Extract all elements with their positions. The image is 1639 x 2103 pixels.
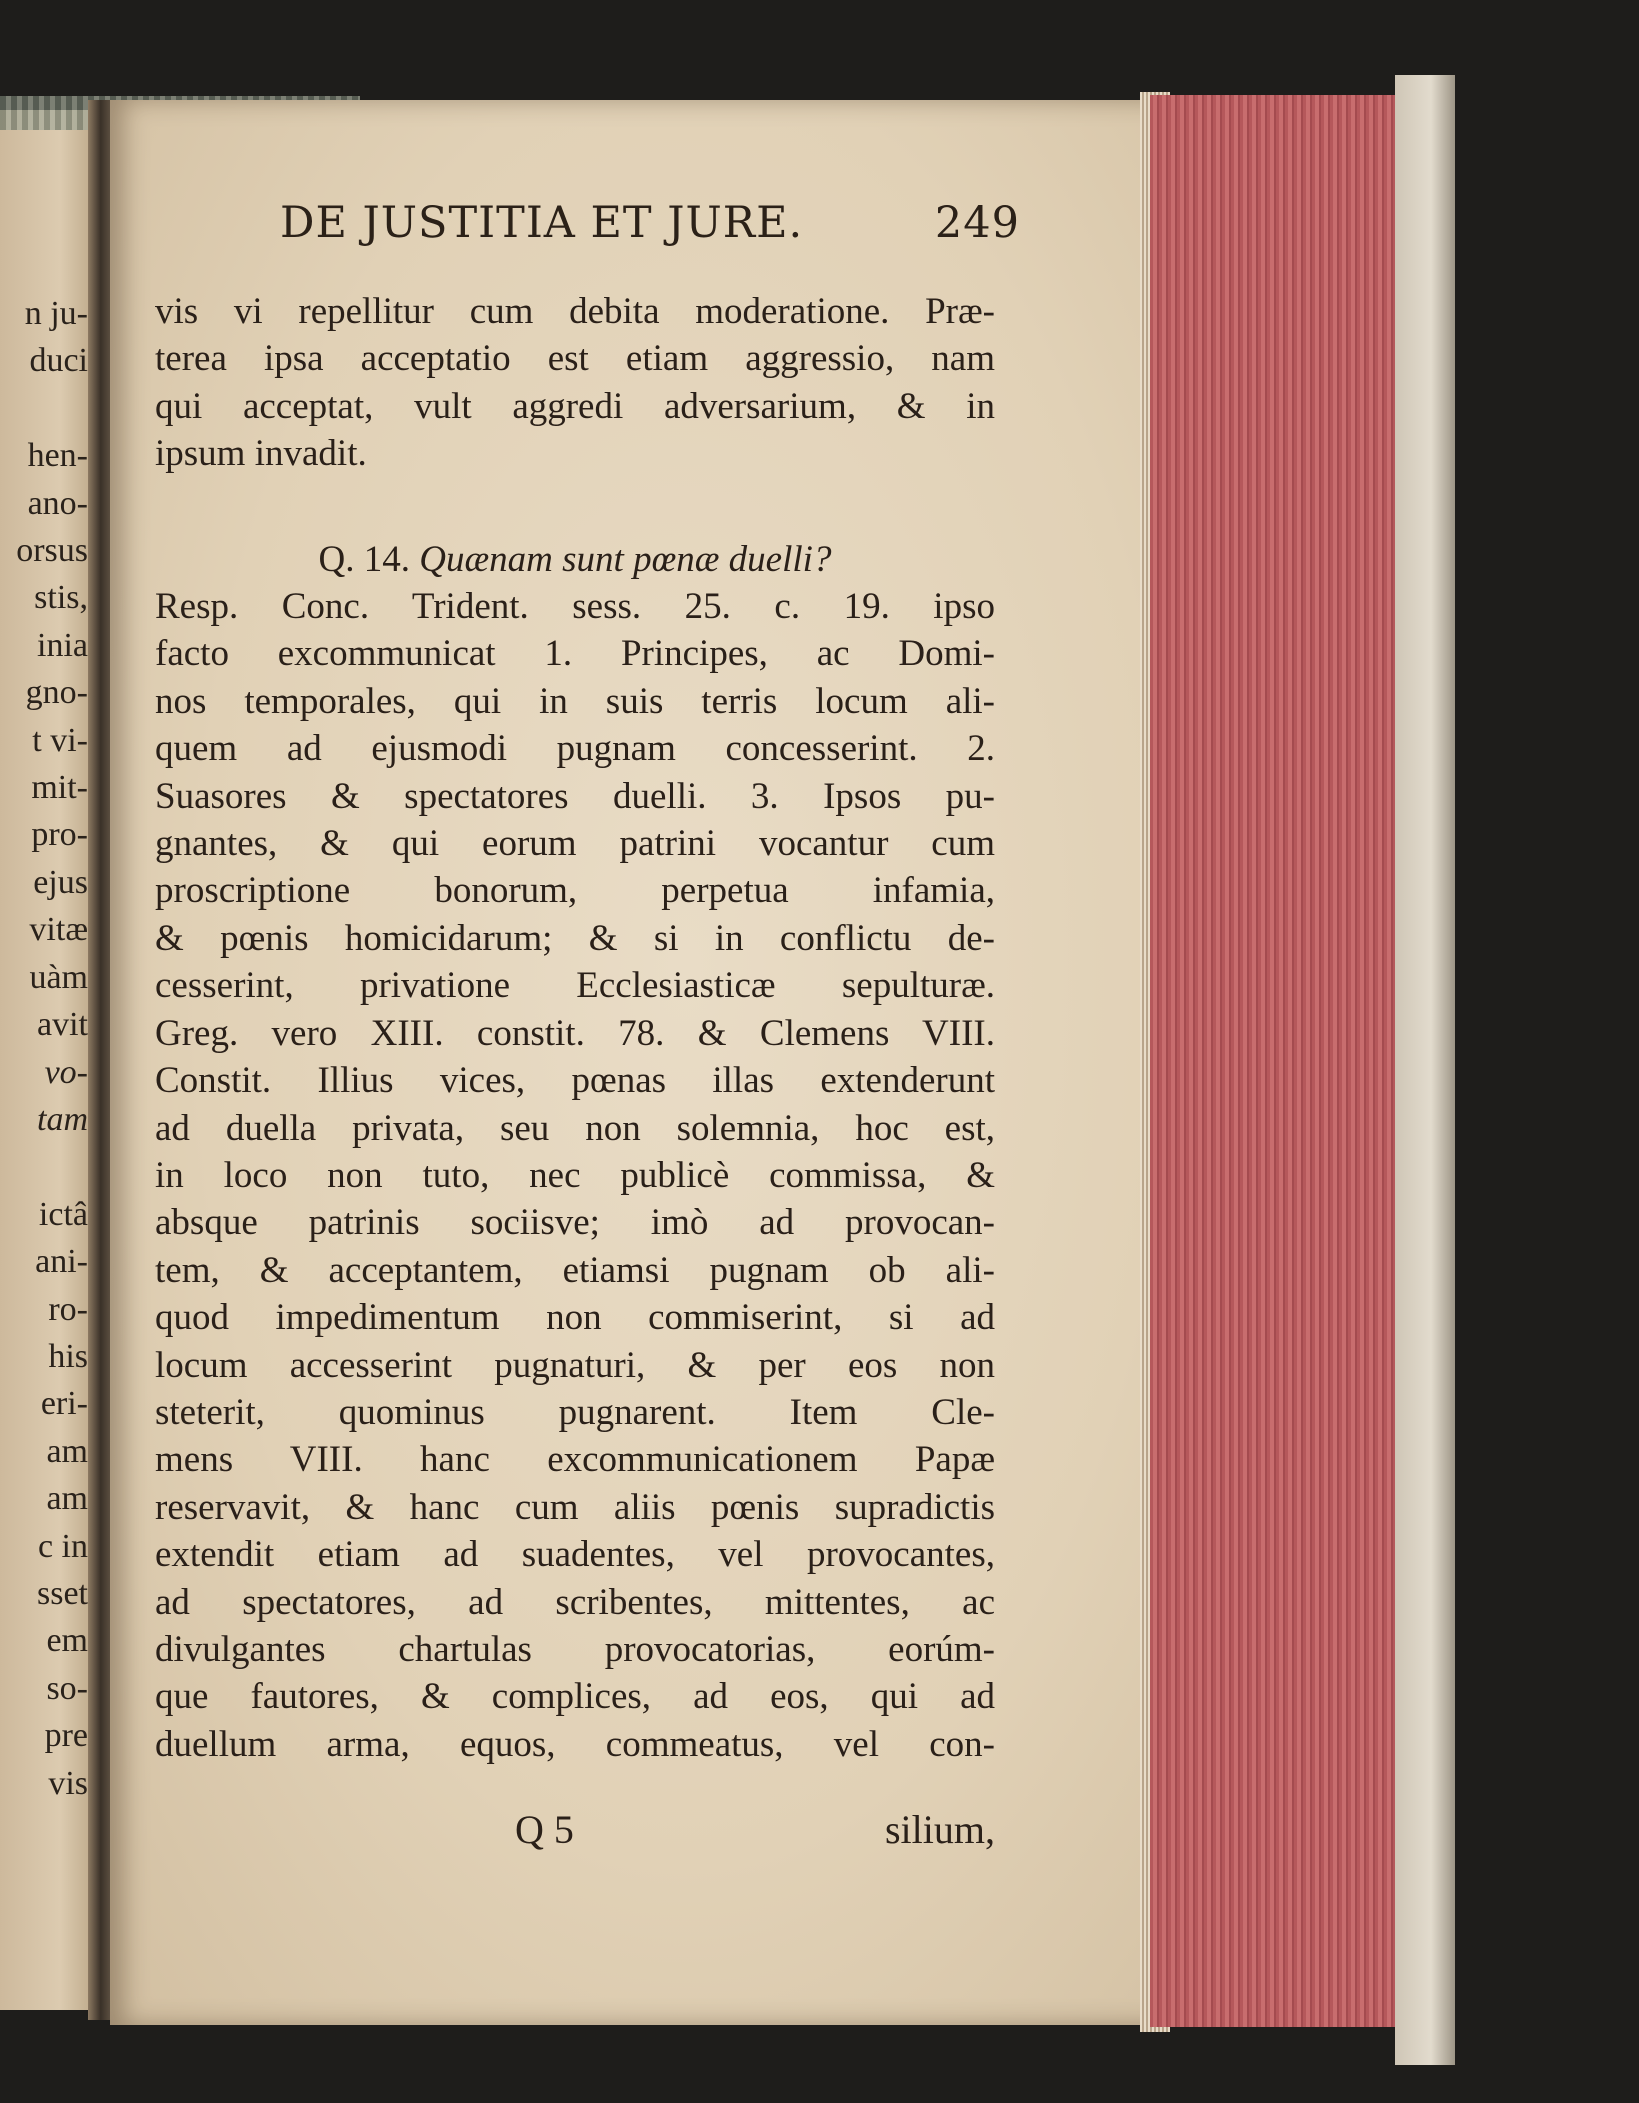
text-line: ad duella privata, seu non solemnia, hoc est,: [155, 1107, 995, 1149]
red-fore-edge: [1150, 95, 1395, 2027]
margin-fragment: tam: [37, 1100, 88, 1138]
question-text: Quænam sunt pœnæ duelli?: [419, 538, 832, 580]
margin-fragment: pro-: [31, 816, 88, 854]
margin-fragment: his: [48, 1337, 88, 1375]
margin-fragment: c in: [37, 1527, 88, 1565]
text-line: que fautores, & complices, ad eos, qui ad: [155, 1676, 995, 1718]
margin-fragment: uàm: [29, 958, 88, 996]
page-number: 249: [934, 198, 1020, 248]
margin-fragment: orsus: [16, 532, 88, 570]
margin-fragment: [0, 385, 94, 432]
text-line: in loco non tuto, nec publicè commissa, &: [155, 1154, 995, 1196]
page-body: [155, 288, 995, 1768]
text-line: facto excommunicat 1. Principes, ac Domi-: [155, 633, 995, 675]
margin-fragment: t vi-: [32, 721, 88, 759]
text-line: Constit. Illius vices, pœnas illas extenderunt: [155, 1060, 995, 1102]
margin-fragment: ejus: [33, 863, 88, 901]
text-line: Greg. vero XIII. constit. 78. & Clemens VIII.: [155, 1012, 995, 1054]
text-line: proscriptione bonorum, perpetua infamia,: [155, 870, 995, 912]
margin-fragment: em: [46, 1622, 88, 1660]
text-line: steterit, quominus pugnarent. Item Cle-: [155, 1391, 995, 1433]
margin-fragment: pre: [44, 1717, 88, 1755]
text-line: duellum arma, equos, commeatus, vel con-: [155, 1723, 995, 1765]
text-line: tem, & acceptantem, etiamsi pugnam ob ali-: [155, 1249, 995, 1291]
text-line: mens VIII. hanc excommunicationem Papæ: [155, 1439, 995, 1481]
text-line: gnantes, & qui eorum patrini vocantur cum: [155, 823, 995, 865]
margin-fragment: am: [46, 1480, 88, 1518]
text-line: quem ad ejusmodi pugnam concesserint. 2.: [155, 728, 995, 770]
margin-fragment: mit-: [31, 769, 88, 807]
margin-fragment: [0, 1143, 94, 1190]
text-line: Resp. Conc. Trident. sess. 25. c. 19. ipso: [155, 586, 995, 628]
margin-fragment: inia: [37, 626, 88, 664]
margin-fragment: hen-: [27, 437, 88, 475]
margin-fragment: vitæ: [29, 911, 88, 949]
margin-fragment: vis: [48, 1764, 88, 1802]
margin-fragment: sset: [37, 1574, 88, 1612]
margin-fragment: n ju-: [24, 295, 88, 332]
page-footer: [155, 1806, 995, 1854]
margin-fragment: so-: [46, 1669, 88, 1707]
question-number: Q. 14.: [318, 538, 411, 580]
text-line: & pœnis homicidarum; & si in conflictu de-: [155, 917, 995, 959]
text-line: divulgantes chartulas provocatorias, eorúm-: [155, 1628, 995, 1670]
catchword: silium,: [884, 1807, 995, 1852]
margin-fragment: ictâ: [38, 1195, 88, 1233]
text-line: vis vi repellitur cum debita moderatione. Præ-: [155, 291, 995, 332]
text-line: absque patrinis sociisve; imò ad provocan-: [155, 1202, 995, 1244]
margin-fragment: avit: [37, 1006, 88, 1044]
question-heading: [155, 536, 995, 583]
margin-fragment: am: [46, 1432, 88, 1470]
text-line: quod impedimentum non commiserint, si ad: [155, 1297, 995, 1339]
signature-mark: Q 5: [515, 1807, 574, 1852]
book-cover-edge: [1395, 75, 1455, 2065]
text-line: qui acceptat, vult aggredi adversarium, & in: [155, 385, 995, 427]
margin-fragment: vo-: [44, 1053, 88, 1091]
answer-paragraph: [155, 583, 995, 1768]
text-line: extendit etiam ad suadentes, vel provocantes,: [155, 1534, 995, 1576]
margin-fragment: stis,: [34, 579, 88, 617]
text-line: reservavit, & hanc cum aliis pœnis supradictis: [155, 1486, 995, 1528]
text-line: terea ipsa acceptatio est etiam aggressio, nam: [155, 338, 995, 380]
text-line: cesserint, privatione Ecclesiasticæ sepulturæ.: [155, 965, 995, 1007]
facing-page-text-fragments: [0, 290, 94, 1807]
margin-fragment: duci: [29, 342, 88, 380]
text-line: Suasores & spectatores duelli. 3. Ipsos pu-: [155, 775, 995, 817]
text-line: ipsum invadit.: [155, 433, 367, 475]
margin-fragment: eri-: [40, 1385, 88, 1423]
text-line: locum accesserint pugnaturi, & per eos non: [155, 1344, 995, 1386]
margin-fragment: gno-: [25, 674, 88, 712]
running-head: DE JUSTITIA ET JURE.: [280, 198, 804, 248]
text-line: nos temporales, qui in suis terris locum ali-: [155, 680, 995, 722]
margin-fragment: ano-: [27, 484, 88, 522]
text-line: ad spectatores, ad scribentes, mittentes, ac: [155, 1581, 995, 1623]
paragraph-continuation: [155, 288, 995, 478]
margin-fragment: ro-: [48, 1290, 88, 1328]
margin-fragment: ani-: [35, 1243, 88, 1281]
